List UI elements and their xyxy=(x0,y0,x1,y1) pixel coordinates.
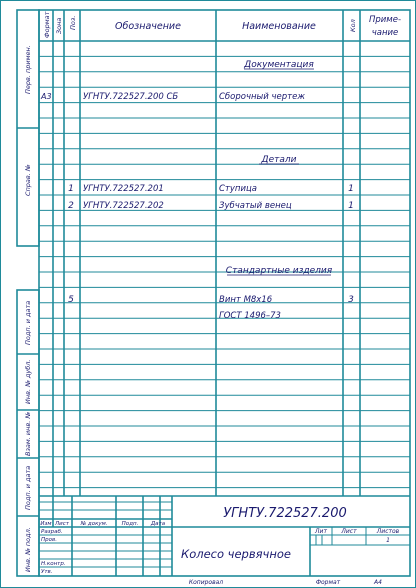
header-note-line1: Приме- xyxy=(368,15,402,25)
side-first-use: Перв. примен. xyxy=(24,45,32,94)
footer-format-value: А4 xyxy=(374,579,382,586)
tb-col-change: Изм xyxy=(40,521,52,527)
tb-role-checked: Пров. xyxy=(41,537,57,543)
tb-col-date: Дата xyxy=(150,521,166,527)
side-sign-date-2: Подп. и дата xyxy=(24,465,32,510)
header-zone: Зона xyxy=(55,17,63,34)
outer-border xyxy=(1,1,416,588)
tb-code: УГНТУ.722527.200 xyxy=(223,506,347,521)
column-lines xyxy=(53,10,360,496)
tb-sheet: Лист xyxy=(341,528,357,535)
tb-role-norm-control: Н.контр. xyxy=(41,561,66,567)
row-screw-qty: 3 xyxy=(348,295,354,305)
tb-col-doc-no: № докум. xyxy=(80,521,108,527)
tb-lit: Лит xyxy=(315,528,327,535)
header-pos: Поз. xyxy=(69,15,77,30)
tb-role-approved: Утв. xyxy=(41,569,53,575)
side-sign-date-1: Подп. и дата xyxy=(24,300,32,345)
row-screw-pos: 5 xyxy=(68,295,74,305)
row-part1-pos: 1 xyxy=(68,184,74,194)
footer-format-label: Формат xyxy=(315,579,341,586)
header-note-line2: чание xyxy=(371,28,399,38)
tb-title: Колесо червячное xyxy=(181,547,291,561)
row-part1-designation: УГНТУ.722527.201 xyxy=(83,184,164,194)
row-part1-qty: 1 xyxy=(348,184,354,194)
header-designation: Обозначение xyxy=(115,21,181,32)
row-assembly-name: Сборочный чертеж xyxy=(219,92,305,102)
side-dup-inv: Инв. № дубл. xyxy=(24,359,32,404)
tb-col-sheet: Лист xyxy=(55,521,69,527)
row-assembly-format: А3 xyxy=(41,92,52,101)
side-replace-inv: Взам. инв. № xyxy=(24,411,32,456)
row-part2-name: Зубчатый венец xyxy=(219,201,292,211)
tb-sheets: Листов xyxy=(376,528,400,535)
side-orig-inv: Инв. № подл. xyxy=(24,527,32,572)
section-details: Детали xyxy=(261,155,297,165)
section-standard: Стандартные изделия xyxy=(225,266,333,276)
header-format: Формат xyxy=(43,11,51,38)
section-documentation: Документация xyxy=(244,60,314,70)
row-assembly-designation: УГНТУ.722527.200 СБ xyxy=(83,92,179,102)
header-name: Наименование xyxy=(242,21,316,32)
row-part2-pos: 2 xyxy=(68,201,74,211)
tb-col-sign: Подп. xyxy=(121,521,139,527)
row-part1-name: Ступица xyxy=(219,184,257,194)
tb-sheets-value: 1 xyxy=(386,537,390,544)
row-screw-name-line2: ГОСТ 1496–73 xyxy=(219,311,281,321)
row-part2-designation: УГНТУ.722527.202 xyxy=(83,201,164,211)
side-ref-no: Справ. № xyxy=(24,164,32,196)
footer-copied: Копировал xyxy=(188,579,224,586)
header-qty: Кол xyxy=(349,19,357,32)
row-screw-name-line1: Винт М8х16 xyxy=(219,295,273,305)
row-part2-qty: 1 xyxy=(348,201,354,211)
tb-role-developed: Разраб. xyxy=(41,529,63,535)
row-lines xyxy=(39,56,410,487)
